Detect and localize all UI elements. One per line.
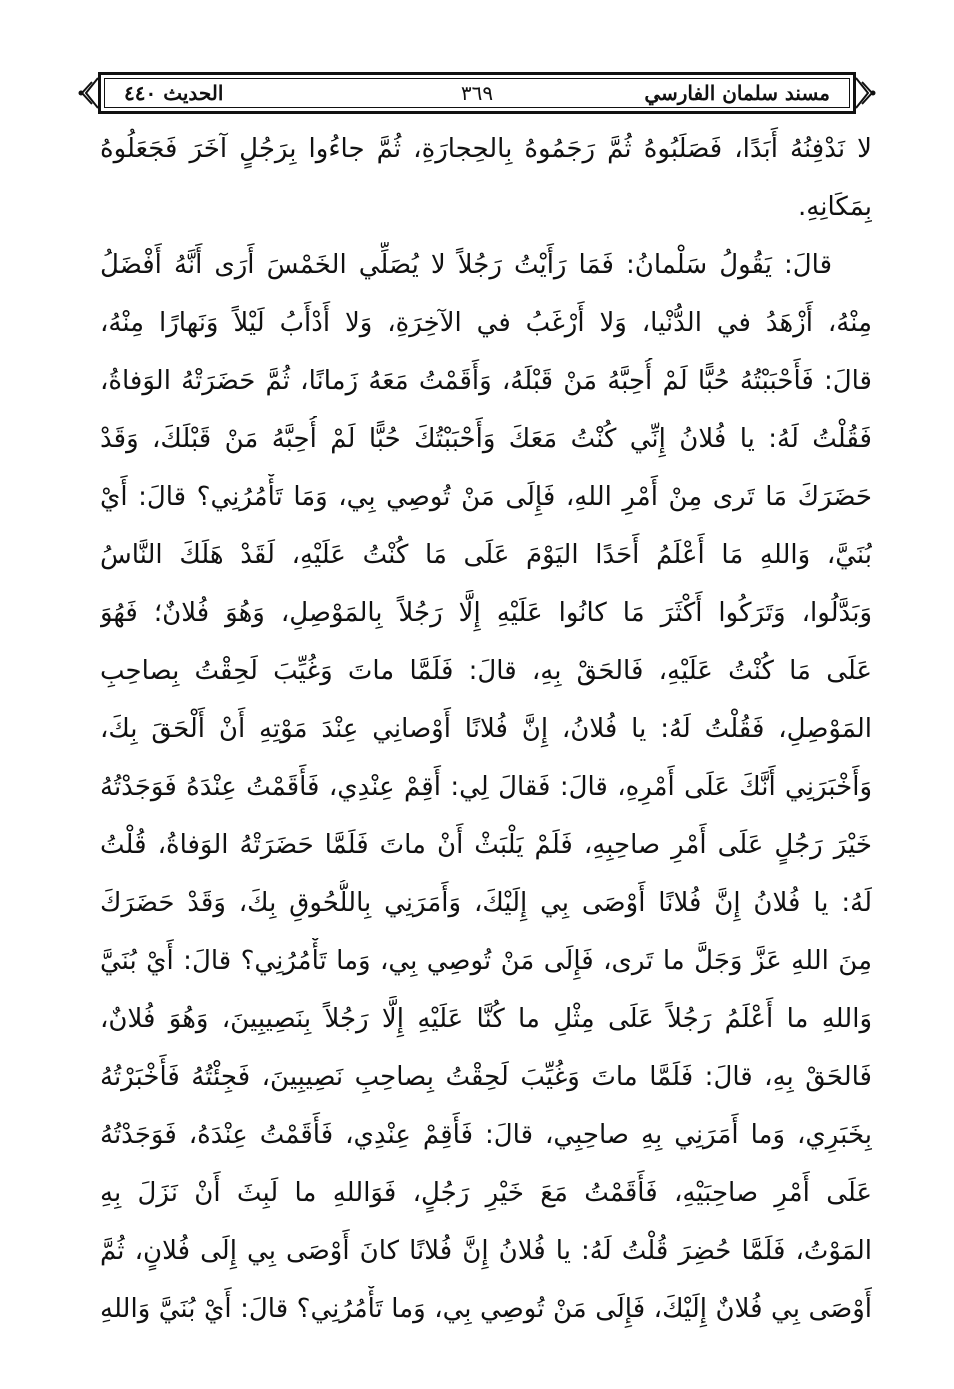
text-line: بِخَبَرِي، وَما أَمَرَنِي بِهِ صاحِبِي، قالَ: فَأَقِمْ عِنْدِي، فَأَقَمْتُ عِنْدَهُ، فَوَجَدْتُهُ bbox=[100, 1120, 872, 1150]
text-line: فَالحَقْ بِهِ، قالَ: فَلَمَّا ماتَ وَغُيِّبَ لَحِقْتُ بِصاحِبِ نَصِيبِينَ، فَجِئْتُهُ فَأَخْبَرْتُهُ bbox=[100, 1062, 872, 1092]
page-number: ٣٦٩ bbox=[460, 81, 494, 105]
text-line: قالَ: يَقُولُ سَلْمانُ: فَمَا رَأَيْتُ رَجُلاً لا يُصَلِّي الخَمْسَ أَرَى أَنَّهُ أَفْضَلُ bbox=[100, 250, 832, 280]
text-line: عَلَى مَا كُنْتُ عَلَيْهِ، فَالحَقْ بِهِ، قالَ: فَلَمَّا ماتَ وَغُيِّبَ لَحِقْتُ بِصاحِبِ bbox=[100, 656, 872, 686]
text-line: أَوْصَى بِي فُلانٌ إِلَيْكَ، فَإِلَى مَنْ تُوصِي بِي، وَما تَأْمُرُنِي؟ قالَ: أَيْ بُنَيَّ وَاللهِ bbox=[100, 1294, 872, 1324]
text-line: وَأَخْبَرَنِي أَنَّكَ عَلَى أَمْرِهِ، قالَ: فَقالَ لِي: أَقِمْ عِنْدِي، فَأَقَمْتُ عِنْدَهُ فَوَجَدْتُهُ bbox=[100, 772, 872, 802]
text-line: بِمَكَانِهِ. bbox=[798, 192, 872, 222]
text-line: وَبَدَّلُوا، وَتَرَكُوا أَكْثَرَ مَا كانُوا عَلَيْهِ إِلَّا رَجُلاً بِالمَوْصِلِ، وَهُوَ فُلانٌ؛ فَهُوَ bbox=[100, 598, 872, 628]
text-line: خَيْرَ رَجُلٍ عَلَى أَمْرِ صاحِبِهِ، فَلَمْ يَلْبَثْ أَنْ ماتَ فَلَمَّا حَضَرَتْهُ الوَفاةُ، قُلْتُ bbox=[100, 830, 872, 860]
text-line: عَلَى أَمْرِ صاحِبَيْهِ، فَأَقَمْتُ مَعَ خَيْرِ رَجُلٍ، فَوَاللهِ ما لَبِثَ أَنْ نَزَلَ بِهِ bbox=[100, 1178, 872, 1208]
book-title: مسند سلمان الفارسي bbox=[644, 81, 830, 105]
text-line: مِنْهُ، أَزْهَدُ في الدُّنْيا، وَلا أَرْغَبُ في الآخِرَةِ، وَلا أَدْأَبُ لَيْلاً وَنَهارًا مِنْهُ، bbox=[100, 308, 872, 338]
text-line: المَوْصِلِ، فَقُلْتُ لَهُ: يا فُلانُ، إِنَّ فُلانًا أَوْصانِي عِنْدَ مَوْتِهِ أَنْ أَلْحَقَ بِكَ، bbox=[100, 714, 872, 744]
text-line: لا نَدْفِنُهُ أَبَدًا، فَصَلَبُوهُ ثُمَّ رَجَمُوهُ بِالحِجارَةِ، ثُمَّ جاءُوا بِرَجُلٍ آخَرَ فَجَعَلُوهُ bbox=[100, 134, 872, 164]
text-line: لَهُ: يا فُلانُ إِنَّ فُلانًا أَوْصَى بِي إِلَيْكَ، وَأَمَرَنِي بِاللُّحُوقِ بِكَ، وَقَدْ حَضَرَكَ bbox=[100, 888, 872, 918]
text-line: حَضَرَكَ مَا تَرى مِنْ أَمْرِ اللهِ، فَإِلَى مَنْ تُوصِي بِي، وَمَا تَأْمُرُنِي؟ قالَ: أَيْ bbox=[100, 482, 872, 512]
text-line: وَاللهِ ما أَعْلَمُ رَجُلاً عَلَى مِثْلِ ما كُنَّا عَلَيْهِ إِلَّا رَجُلاً بِنَصِيبِينَ، وَهُوَ فُلانٌ، bbox=[100, 1004, 872, 1034]
text-line: مِنَ اللهِ عَزَّ وَجَلَّ ما تَرى، فَإِلَى مَنْ تُوصِي بِي، وَما تَأْمُرُنِي؟ قالَ: أَيْ بُنَيَّ bbox=[100, 946, 872, 976]
page-header bbox=[78, 72, 876, 114]
right-ornament-icon bbox=[854, 76, 876, 110]
text-line: المَوْتُ، فَلَمَّا حُضِرَ قُلْتُ لَهُ: يا فُلانُ إِنَّ فُلانًا كانَ أَوْصَى بِي إِلَى فُلانٍ، ثُمَّ bbox=[100, 1236, 872, 1266]
text-line: قالَ: فَأَحْبَبْتُهُ حُبًّا لَمْ أُحِبَّهُ مَنْ قَبْلَهُ، وَأَقَمْتُ مَعَهُ زَمانًا، ثُمَّ حَضَرَتْهُ الوَفاةُ، bbox=[100, 366, 872, 396]
text-line: فَقُلْتُ لَهُ: يا فُلانُ إِنِّي كُنْتُ مَعَكَ وَأَحْبَبْتُكَ حُبًّا لَمْ أُحِبَّهُ مَنْ قَبْلَكَ، وَقَدْ bbox=[100, 424, 872, 454]
text-line: بُنَيَّ، وَاللهِ مَا أَعْلَمُ أَحَدًا اليَوْمَ عَلَى مَا كُنْتُ عَلَيْهِ، لَقَدْ هَلَكَ النَّاسُ bbox=[100, 540, 872, 570]
hadith-number: الحديث ٤٤٠ bbox=[124, 81, 224, 105]
